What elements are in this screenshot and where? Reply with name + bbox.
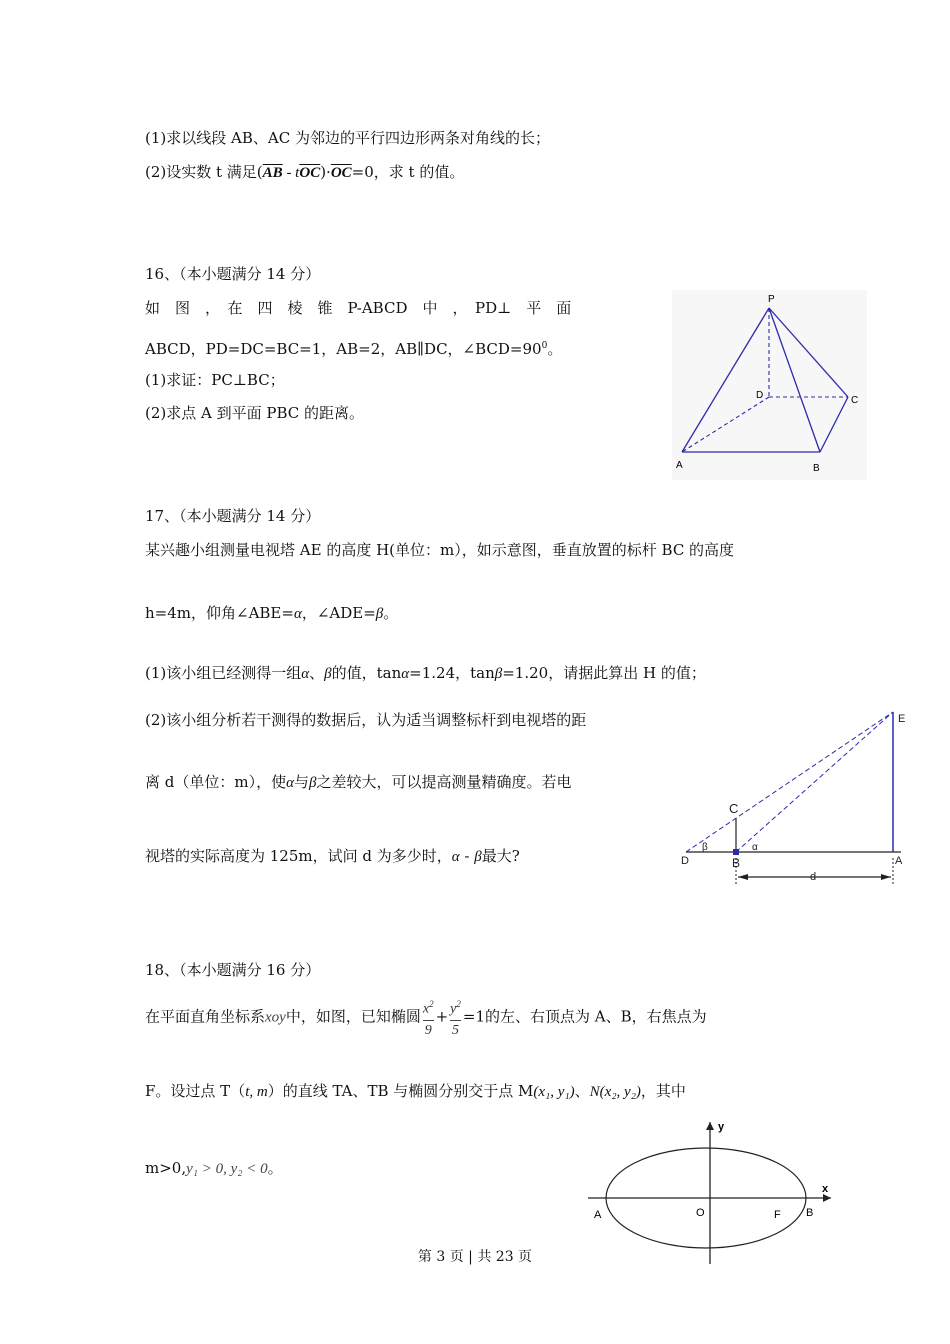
label-alpha: α	[752, 842, 758, 853]
q18-line1: 在平面直角坐标系xoy中，如图，已知椭圆 $\frac{x^2}{9}$ + $\frac{y^2}{5}$ =1的左、右顶点为 A、B，右焦点为	[145, 996, 707, 1039]
label-a: A	[594, 1209, 602, 1221]
label-d: D	[681, 855, 689, 867]
label-o: O	[696, 1207, 705, 1219]
label-a: A	[676, 460, 683, 471]
ellipse-figure	[588, 1114, 840, 1268]
vector-ab: $\overline{AB}$	[262, 165, 283, 181]
q16-line1: 如 图 ， 在 四 棱 锥 P-ABCD 中 ， PD⊥ 平 面	[145, 299, 572, 317]
q17-part2-line1: (2)该小组分析若干测得的数据后，认为适当调整标杆到电视塔的距	[145, 711, 587, 729]
q17-part2-line3: 视塔的实际高度为 125m，试问 d 为多少时，α - β最大?	[145, 847, 520, 865]
page-footer: 第 3 页 | 共 23 页	[417, 1249, 533, 1265]
label-a: A	[895, 855, 903, 867]
q16-line2: ABCD，PD=DC=BC=1，AB=2，AB∥DC，$\angle BCD=90^0$。	[145, 340, 563, 358]
q18-header: 18、（本小题满分 16 分）	[145, 961, 321, 979]
q15-part1: (1)求以线段 AB、AC 为邻边的平行四边形两条对角线的长；	[145, 129, 550, 147]
fraction-y2-5: $\frac{y^2}{5}$	[450, 999, 461, 1038]
vector-oc: $\overline{OC}$	[299, 165, 321, 181]
q18-line2: F。设过点 T（t, m）的直线 TA、TB 与椭圆分别交于点 M(x₁, y₁)、N(x₂, y₂)，其中	[145, 1082, 686, 1100]
pyramid-figure	[672, 290, 867, 480]
fraction-x2-9: $\frac{x^2}{9}$	[422, 999, 434, 1038]
label-d: D	[756, 390, 764, 401]
q17-part2-line2: 离 d（单位：m），使α与β之差较大，可以提高测量精确度。若电	[145, 773, 572, 791]
label-f: F	[774, 1209, 781, 1221]
q16-part2: (2)求点 A 到平面 PBC 的距离。	[145, 404, 365, 422]
q16-header: 16、（本小题满分 14 分）	[145, 265, 321, 283]
tv-tower-figure	[676, 700, 911, 890]
q16-part1: (1)求证：PC⊥BC；	[145, 371, 285, 389]
q18-line3: m>0,y₁ > 0, y₂ < 0。	[145, 1159, 283, 1177]
label-b: B	[806, 1207, 814, 1219]
vector-oc-2: $\overline{OC}$	[330, 165, 352, 181]
q17-line2: h=4m，仰角∠ABE=α，∠ADE=β。	[145, 604, 399, 622]
label-x: x	[822, 1183, 829, 1195]
label-e: E	[898, 713, 906, 725]
label-p: P	[768, 294, 775, 305]
label-c: C	[851, 395, 859, 406]
label-beta: β	[702, 842, 708, 853]
q15-part2: (2)设实数 t 满足$(\overline{AB} - t\overline{OC})\cdot\overline{OC}=0$，求 t 的值。	[145, 163, 465, 181]
q17-part1: (1)该小组已经测得一组α、β的值，tanα=1.24，tanβ=1.20，请据此算出 H 的值；	[145, 664, 706, 682]
label-b: B	[732, 856, 741, 870]
label-c: C	[729, 801, 739, 816]
label-b: B	[813, 463, 820, 474]
label-dist: d	[810, 871, 817, 883]
label-y: y	[718, 1121, 725, 1133]
q17-line1: 某兴趣小组测量电视塔 AE 的高度 H(单位：m），如示意图，垂直放置的标杆 BC 的高度	[145, 541, 735, 559]
q17-header: 17、（本小题满分 14 分）	[145, 507, 321, 525]
